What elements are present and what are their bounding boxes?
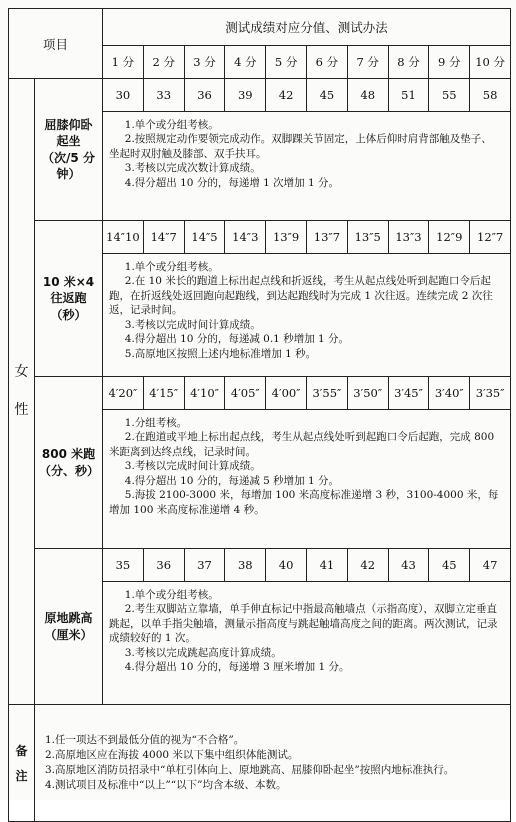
value-cell: 36	[184, 79, 225, 112]
method-line: 3.考核以完成跳起高度计算成绩。	[124, 646, 282, 659]
value-cell: 14″7	[143, 221, 184, 254]
value-cell: 12″9	[429, 221, 470, 254]
item-values-row	[9, 549, 511, 582]
item-name: 原地跳高（厘米）	[35, 549, 103, 705]
remark-line: 4.测试项目及标准中“以上”“以下”均含本级、本数。	[45, 779, 287, 792]
method-line: 5.海拔 2100-3000 米，每增加 100 米高度标准递增 3 秒，3100-4000 米，每增加 100 米高度标准递增 4 秒。	[109, 489, 499, 516]
value-cell: 4′15″	[143, 377, 184, 410]
standards-table	[8, 8, 511, 822]
item-name: 10 米×4 往返跑（秒）	[35, 221, 103, 377]
test-method	[103, 410, 511, 549]
value-cell: 51	[388, 79, 429, 112]
method-line: 2.按照规定动作要领完成动作。双脚踝关节固定，上体后仰时肩背部触及垫子、坐起时双肘触及膝部、双手扶耳。	[109, 133, 492, 160]
method-line: 4.得分超出 10 分的，每递增 3 厘米增加 1 分。	[124, 661, 350, 674]
value-cell: 38	[225, 549, 266, 582]
method-line: 3.考核以完成次数计算成绩。	[124, 162, 261, 175]
value-cell: 13″3	[388, 221, 429, 254]
method-line: 4.得分超出 10 分的，每递减 5 秒增加 1 分。	[124, 474, 340, 487]
value-cell: 14″5	[184, 221, 225, 254]
method-line: 5.高原地区按照上述内地标准增加 1 秒。	[124, 347, 317, 360]
value-cell: 41	[307, 549, 348, 582]
method-line: 4.得分超出 10 分的，每递减 0.1 秒增加 1 分。	[124, 333, 350, 346]
test-method	[103, 254, 511, 377]
remarks-row	[9, 705, 511, 822]
value-cell: 12″7	[470, 221, 511, 254]
value-cell: 3′55″	[307, 377, 348, 410]
value-cell: 33	[143, 79, 184, 112]
value-cell: 14″10	[103, 221, 144, 254]
remark-line: 1.任一项达不到最低分值的视为“不合格”。	[45, 733, 245, 746]
value-cell: 4′00″	[266, 377, 307, 410]
remarks-char: 备	[15, 744, 28, 758]
score-header: 8 分	[388, 46, 429, 79]
value-cell: 3′45″	[388, 377, 429, 410]
value-cell: 58	[470, 79, 511, 112]
score-header: 7 分	[347, 46, 388, 79]
score-header: 2 分	[143, 46, 184, 79]
value-cell: 43	[388, 549, 429, 582]
value-cell: 14″3	[225, 221, 266, 254]
value-cell: 3′50″	[347, 377, 388, 410]
remark-line: 2.高原地区应在海拔 4000 米以下集中组织体能测试。	[45, 748, 299, 761]
value-cell: 36	[143, 549, 184, 582]
method-line: 1.分组考核。	[124, 417, 188, 429]
value-cell: 37	[184, 549, 225, 582]
method-line: 4.得分超出 10 分的，每递增 1 次增加 1 分。	[124, 176, 340, 189]
table-title: 测试成绩对应分值、测试办法	[103, 9, 511, 46]
value-cell: 39	[225, 79, 266, 112]
item-column-header: 项目	[9, 9, 103, 79]
score-header: 3 分	[184, 46, 225, 79]
score-header: 1 分	[103, 46, 144, 79]
gender-char: 女	[14, 364, 29, 381]
value-cell: 4′05″	[225, 377, 266, 410]
value-cell: 13″9	[266, 221, 307, 254]
gender-char: 性	[14, 401, 29, 418]
method-line: 2.在跑道或平地上标出起点线，考生从起点线处听到起跑口令后起跑，完成 800 米距离到达终点线，记录时间。	[109, 431, 495, 458]
value-cell: 3′35″	[470, 377, 511, 410]
score-header: 9 分	[429, 46, 470, 79]
remark-line: 3.高原地区消防员招录中“单杠引体向上、原地跳高、屈膝仰卧起坐”按照内地标准执行。	[45, 764, 455, 776]
method-line: 1.单个或分组考核。	[124, 261, 219, 273]
method-line: 3.考核以完成时间计算成绩。	[124, 318, 261, 331]
item-values-row	[9, 79, 511, 112]
score-header: 4 分	[225, 46, 266, 79]
score-header: 10 分	[470, 46, 511, 79]
method-line: 1.单个或分组考核。	[124, 119, 219, 131]
remarks-char: 注	[15, 769, 28, 783]
method-line: 3.考核以完成时间计算成绩。	[124, 460, 261, 473]
value-cell: 35	[103, 549, 144, 582]
gender-label	[9, 79, 35, 705]
value-cell: 55	[429, 79, 470, 112]
score-header: 6 分	[307, 46, 348, 79]
remarks-content	[35, 705, 511, 822]
value-cell: 47	[470, 549, 511, 582]
item-name: 屈膝仰卧起坐（次/5 分钟）	[35, 79, 103, 221]
item-values-row	[9, 221, 511, 254]
value-cell: 40	[266, 549, 307, 582]
header-row	[9, 9, 511, 46]
value-cell: 48	[347, 79, 388, 112]
remarks-label	[9, 705, 35, 822]
item-values-row	[9, 377, 511, 410]
value-cell: 45	[307, 79, 348, 112]
value-cell: 13″5	[347, 221, 388, 254]
value-cell: 42	[266, 79, 307, 112]
value-cell: 45	[429, 549, 470, 582]
item-name: 800 米跑（分、秒）	[35, 377, 103, 549]
value-cell: 4′10″	[184, 377, 225, 410]
method-line: 2.在 10 米长的跑道上标出起点线和折返线，考生从起点线处听到起跑口令后起跑，在折返线处返回跑向起跑线，到达起跑线时为完成 1 次往返。连续完成 2 次往返，记录时间。	[109, 275, 493, 317]
test-method	[103, 582, 511, 705]
method-line: 1.单个或分组考核。	[124, 589, 219, 601]
method-line: 2.考生双脚站立靠墙，单手伸直标记中指最高触墙点（示指高度），双脚立定垂直跳起，以单手指尖触墙，测量示指高度与跳起触墙高度之间的距离。两次测试，记录成绩较好的 1 次。	[109, 603, 498, 645]
test-method	[103, 112, 511, 221]
value-cell: 13″7	[307, 221, 348, 254]
value-cell: 3′40″	[429, 377, 470, 410]
score-header: 5 分	[266, 46, 307, 79]
value-cell: 4′20″	[103, 377, 144, 410]
value-cell: 30	[103, 79, 144, 112]
value-cell: 42	[347, 549, 388, 582]
